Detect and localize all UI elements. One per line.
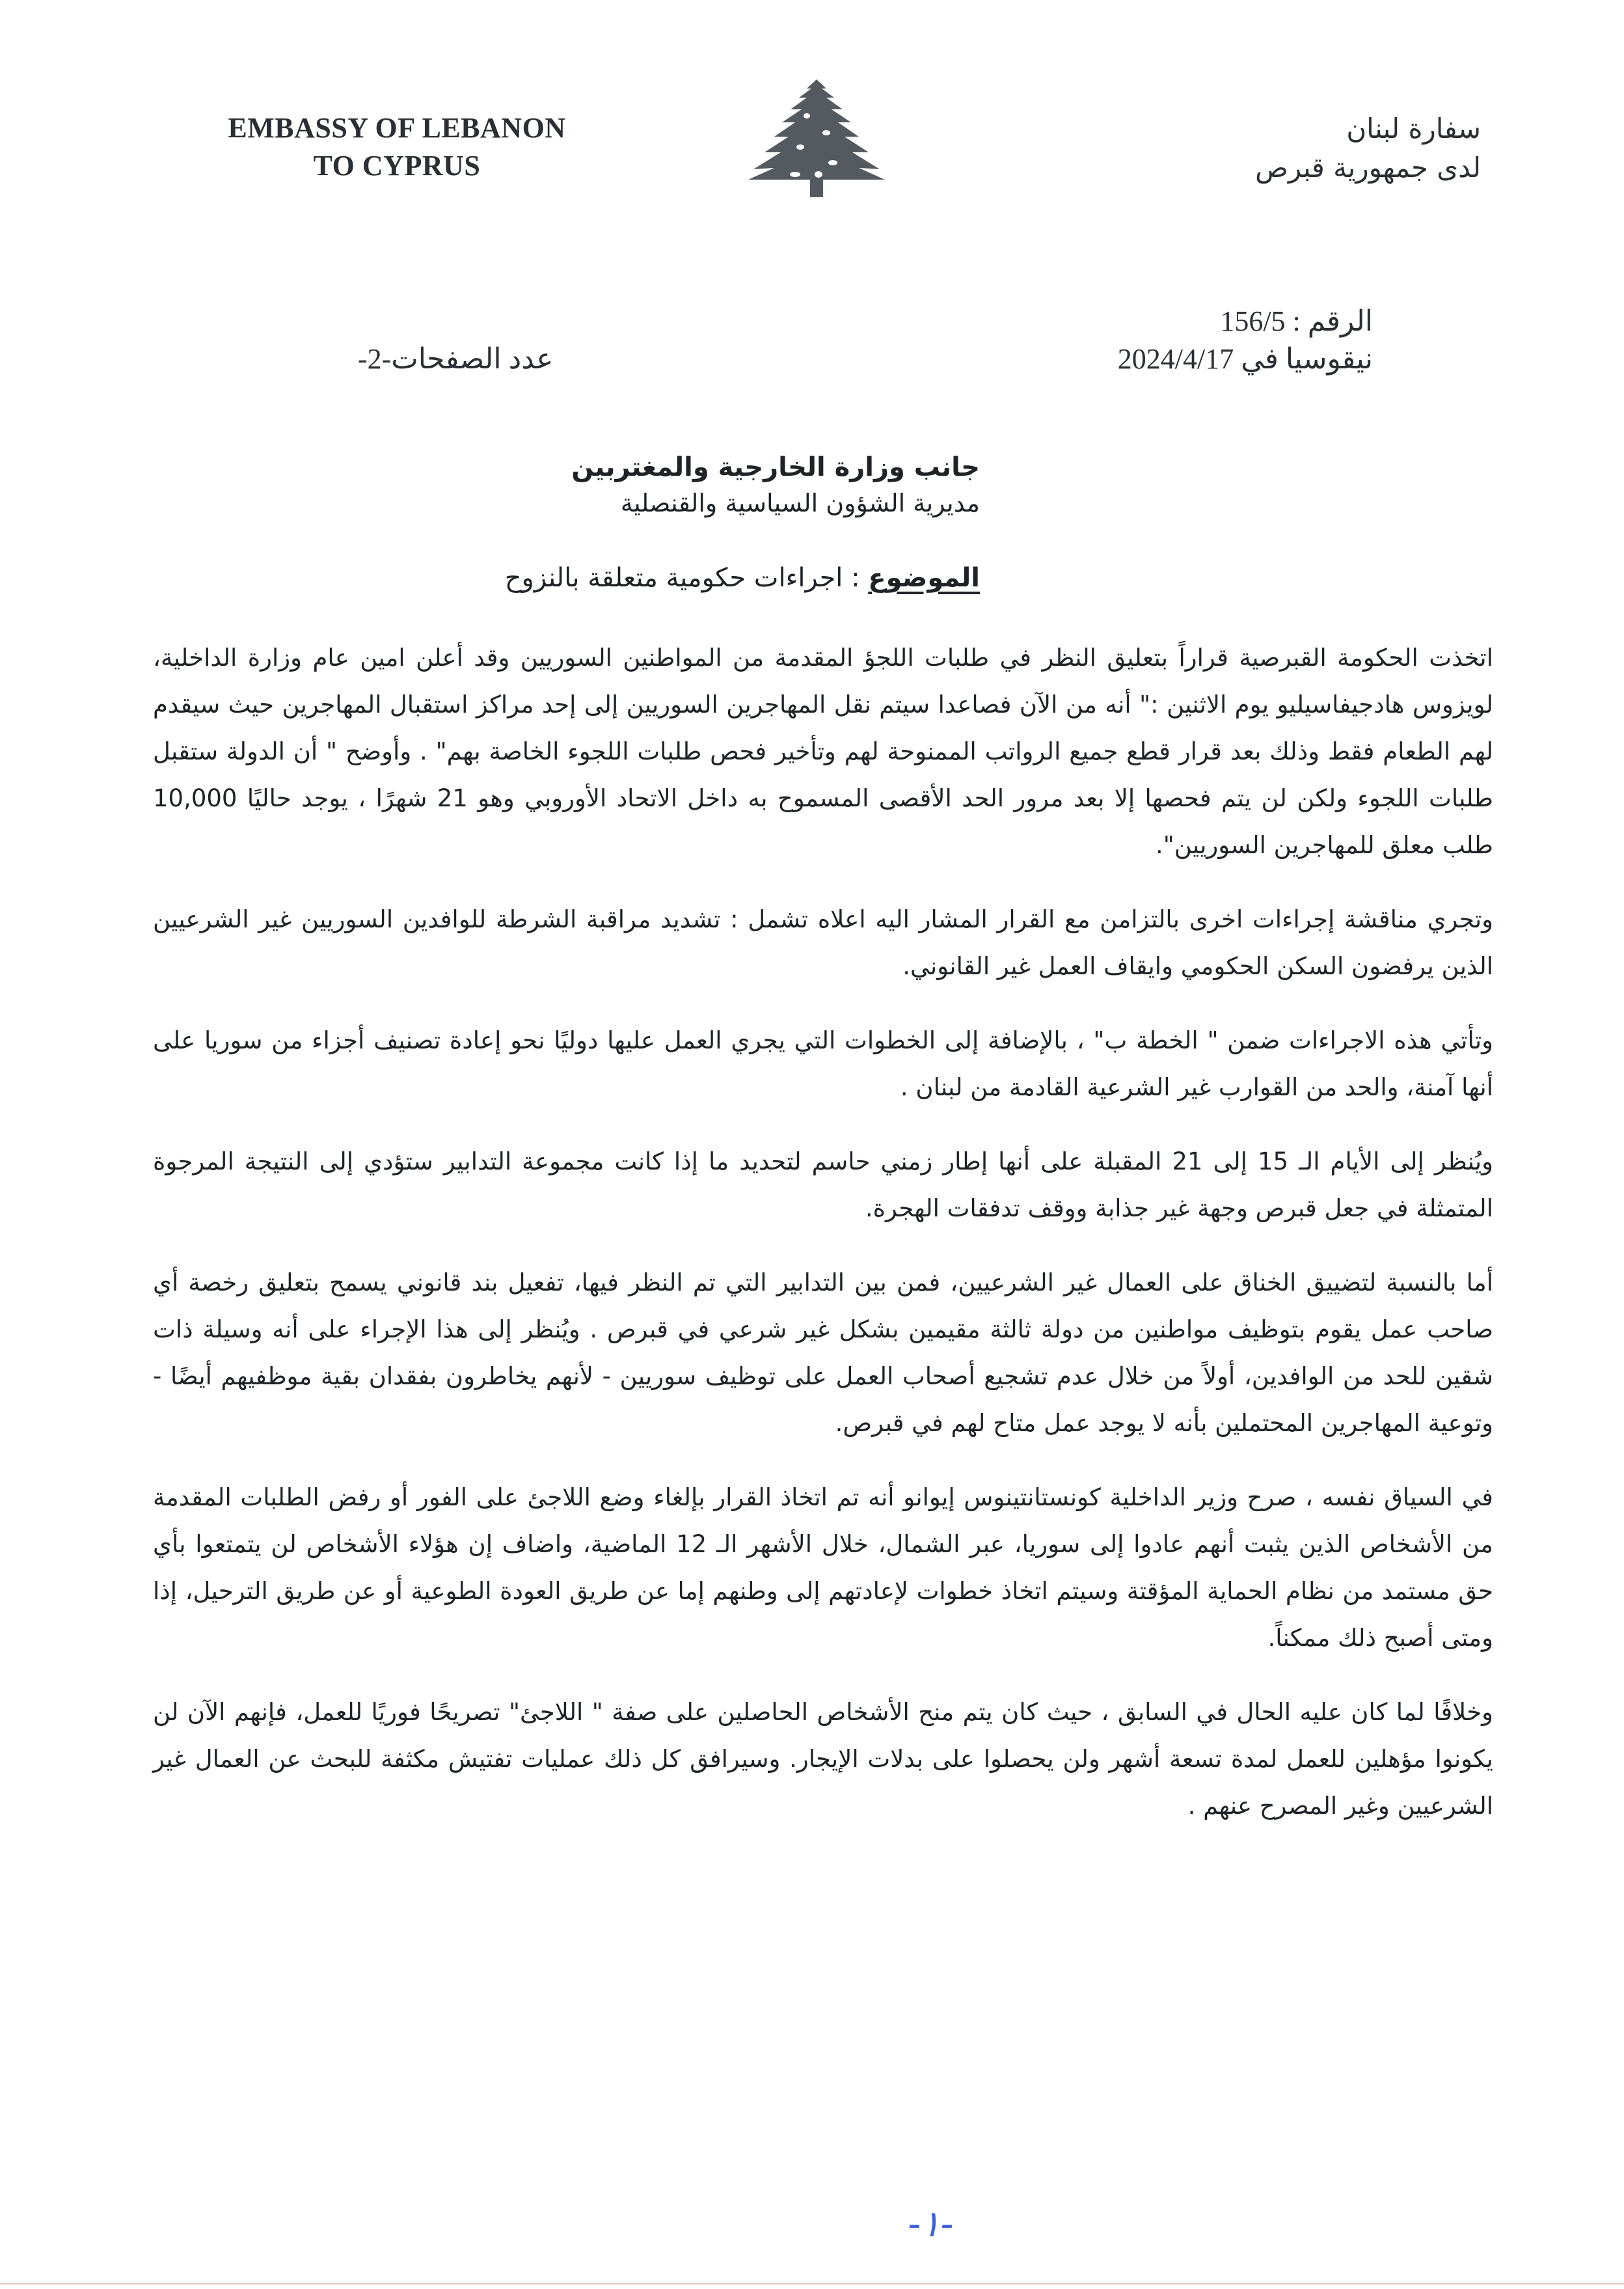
page-bottom-edge (0, 2283, 1624, 2284)
place-date: نيقوسيا في 2024/4/17 (1117, 343, 1373, 375)
page-count: عدد الصفحات-2- (358, 343, 554, 375)
letterhead-arabic-line1: سفارة لبنان (1346, 113, 1481, 144)
letterhead-arabic-line2: لدى جمهورية قبرص (1255, 152, 1481, 184)
body-paragraph-5: أما بالنسبة لتضييق الخناق على العمال غير الشرعيين، فمن بين التدابير التي تم النظر فيها، تفعيل بند قانوني يسمح بتعليق رخصة أي صاحب عمل يقوم بتوظيف مواطنين من دولة ثالثة مقيمين بشكل غير شرعي في قبرص . ويُنظر إلى هذا الإجراء على أنه وسيلة ذات شقين للحد من الوافدين، أولاً من خلال عدم تشجيع أصحاب العمل على توظيف سوريين - لأنهم يخاطرون بفقدان بقية موظفيهم أيضًا - وتوعية المهاجرين المحتملين بأنه لا يوجد عمل متاح لهم في قبرص. (153, 1268, 1493, 1437)
subject-text: اجراءات حكومية متعلقة بالنزوح (504, 563, 843, 593)
addressee-ministry: جانب وزارة الخارجية والمغتربين (571, 452, 980, 482)
letterhead-english-line1: EMBASSY OF LEBANON (228, 112, 566, 144)
page-number: -١- (908, 2203, 954, 2245)
letterhead-english (195, 109, 599, 185)
letterhead-arabic (1208, 109, 1481, 187)
document-meta (358, 303, 1373, 387)
body-paragraph-4: ويُنظر إلى الأيام الـ 15 إلى 21 المقبلة على أنها إطار زمني حاسم لتحديد ما إذا كانت مجموعة التدابير ستؤدي إلى النتيجة المرجوة المتمثلة في جعل قبرص وجهة غير جذابة ووقف تدفقات الهجرة. (153, 1147, 1493, 1222)
body-paragraph-2: وتجري مناقشة إجراءات اخرى بالتزامن مع القرار المشار اليه اعلاه تشمل : تشديد مراقبة الشرطة للوافدين السوريين غير الشرعيين الذين يرفضون السكن الحكومي وايقاف العمل غير القانوني. (153, 905, 1493, 980)
cedar-tree-icon (735, 77, 898, 197)
subject-label: الموضوع (868, 563, 980, 593)
reference-number: الرقم : 156/5 (1220, 305, 1373, 337)
reference-block (1118, 303, 1373, 378)
letterhead (0, 0, 1624, 215)
body-paragraph-1: اتخذت الحكومة القبرصية قراراً بتعليق النظر في طلبات اللجؤ المقدمة من المواطنين السوريين وقد أعلن امين عام وزارة الداخلية، لويزوس هادجيفاسيليو يوم الاثنين :" أنه من الآن فصاعدا سيتم نقل المهاجرين السوريين إلى إحد مراكز استقبال المهاجرين حيث سيقدم لهم الطعام فقط وذلك بعد قرار قطع جميع الرواتب الممنوحة لهم وتأخير فحص طلبات اللجوء الخاصة بهم" . وأوضح " أن الدولة ستقبل طلبات اللجوء ولكن لن يتم فحصها إلا بعد مرور الحد الأقصى المسموح به داخل الاتحاد الأوروبي وهو 21 شهرًا ، يوجد حاليًا 10,000 طلب معلق للمهاجرين السوريين". (153, 644, 1494, 859)
addressee (571, 449, 980, 521)
subject-line (505, 558, 980, 597)
letter-body (153, 635, 1493, 1857)
body-paragraph-7: وخلافًا لما كان عليه الحال في السابق ، حيث كان يتم منح الأشخاص الحاصلين على صفة " اللاجئ" تصريحًا فوريًا للعمل، فإنهم الآن لن يكونوا مؤهلين للعمل لمدة تسعة أشهر ولن يحصلوا على بدلات الإيجار. وسيرافق كل ذلك عمليات تفتيش مكثفة للبحث عن العمال غير الشرعيين وغير المصرح عنهم . (153, 1698, 1493, 1820)
body-paragraph-6: في السياق نفسه ، صرح وزير الداخلية كونستانتينوس إيوانو أنه تم اتخاذ القرار بإلغاء وضع اللاجئ على الفور أو رفض الطلبات المقدمة من الأشخاص الذين يثبت أنهم عادوا إلى سوريا، عبر الشمال، خلال الأشهر الـ 12 الماضية، واضاف إن هؤلاء الأشخاص لن يتمتعوا بأي حق مستمد من نظام الحماية المؤقتة وسيتم اتخاذ خطوات لإعادتهم إلى وطنهم إما عن طريق العودة الطوعية أو عن طريق الترحيل، إذا ومتى أصبح ذلك ممكناً. (153, 1483, 1493, 1652)
letterhead-english-line2: TO CYPRUS (313, 150, 481, 182)
body-paragraph-3: وتأتي هذه الاجراءات ضمن " الخطة ب" ، بالإضافة إلى الخطوات التي يجري العمل عليها دوليًا نحو إعادة تصنيف أجزاء من سوريا على أنها آمنة، والحد من القوارب غير الشرعية القادمة من لبنان . (153, 1026, 1493, 1101)
subject-separator: : (843, 563, 869, 593)
addressee-directorate: مديرية الشؤون السياسية والقنصلية (620, 489, 980, 517)
